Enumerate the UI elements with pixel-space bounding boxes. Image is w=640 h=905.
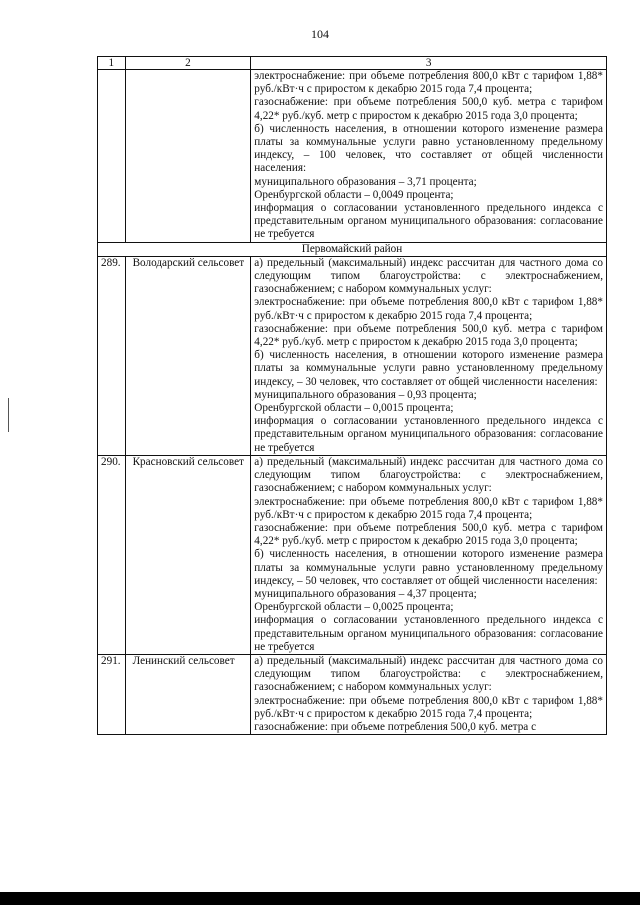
table-row (98, 455, 607, 654)
description-paragraph: Оренбургской области – 0,0015 процента; (254, 402, 454, 415)
municipality-name (125, 70, 251, 243)
description-paragraph: газоснабжение: при объеме потребления 500,0 куб. метра с тарифом 4,22* руб./куб. метр с приростом к декабрю 2015 года 3,0 процента; (254, 322, 603, 349)
description-paragraph: б) численность населения, в отношении которого изменение размера платы за коммунальные услуги равно установленному предельному индексу, – 30 человек, что составляет от общей численности населения: (254, 349, 603, 388)
description-paragraph: муниципального образования – 0,93 процента; (254, 388, 477, 401)
description-paragraph: электроснабжение: при объеме потребления 800,0 кВт с тарифом 1,88* руб./кВт·ч с приростом к декабрю 2015 года 7,4 процента; (254, 694, 603, 720)
description-paragraph: а) предельный (максимальный) индекс рассчитан для частного дома со следующим типом благоустройства: с электроснабжением, газоснабжением; с набором коммунальных услуг: (254, 654, 603, 694)
description-paragraph: электроснабжение: при объеме потребления 800,0 кВт с тарифом 1,88* руб./кВт·ч с приростом к декабрю 2015 года 7,4 процента; (254, 495, 603, 521)
index-description (251, 256, 607, 455)
description-paragraph: информация о согласовании установленного предельного индекса с представительным органом муниципального образования: согласование не требуется (254, 415, 603, 454)
tariff-index-table (97, 56, 607, 735)
description-paragraph: б) численность населения, в отношении которого изменение размера платы за коммунальные услуги равно установленному предельному индексу, – 50 человек, что составляет от общей численности населения: (254, 548, 603, 587)
description-paragraph: газоснабжение: при объеме потребления 500,0 куб. метра с (254, 720, 537, 733)
description-paragraph: а) предельный (максимальный) индекс рассчитан для частного дома со следующим типом благоустройства: с электроснабжением, газоснабжением; с набором коммунальных услуг: (254, 455, 603, 495)
page-number: 104 (311, 27, 329, 41)
district-row (98, 242, 607, 256)
description-paragraph: электроснабжение: при объеме потребления 800,0 кВт с тарифом 1,88* руб./кВт·ч с приростом к декабрю 2015 года 7,4 процента; (254, 70, 603, 96)
description-paragraph: информация о согласовании установленного предельного индекса с представительным органом муниципального образования: согласование не требуется (254, 614, 603, 653)
description-paragraph: газоснабжение: при объеме потребления 500,0 куб. метра с тарифом 4,22* руб./куб. метр с приростом к декабрю 2015 года 3,0 процента; (254, 521, 603, 548)
table-row (98, 256, 607, 455)
row-number: 289. (98, 256, 126, 455)
description-paragraph: Оренбургской области – 0,0025 процента; (254, 601, 454, 614)
header-col-3: 3 (251, 57, 607, 70)
header-col-2: 2 (125, 57, 251, 70)
margin-mark (8, 398, 9, 432)
table-row-continuation (98, 70, 607, 243)
description-paragraph: информация о согласовании установленного предельного индекса с представительным органом муниципального образования: согласование не требуется (254, 202, 603, 241)
description-paragraph: муниципального образования – 3,71 процента; (254, 175, 477, 188)
description-paragraph: б) численность населения, в отношении которого изменение размера платы за коммунальные услуги равно установленному предельному индексу, – 100 человек, что составляет от общей численности населения: (254, 122, 603, 175)
description-paragraph: а) предельный (максимальный) индекс рассчитан для частного дома со следующим типом благоустройства: с электроснабжением, газоснабжением; с набором коммунальных услуг: (254, 256, 603, 296)
municipality-name: Красновский сельсовет (125, 455, 251, 654)
row-number: 290. (98, 455, 126, 654)
index-description (251, 455, 607, 654)
index-description (251, 70, 607, 243)
header-col-1: 1 (98, 57, 126, 70)
description-paragraph: электроснабжение: при объеме потребления 800,0 кВт с тарифом 1,88* руб./кВт·ч с приростом к декабрю 2015 года 7,4 процента; (254, 296, 603, 322)
index-description (251, 654, 607, 734)
description-paragraph: Оренбургской области – 0,0049 процента; (254, 188, 454, 201)
table-header-row (98, 57, 607, 70)
description-paragraph: муниципального образования – 4,37 процента; (254, 587, 477, 600)
row-number (98, 70, 126, 243)
municipality-name: Ленинский сельсовет (125, 654, 251, 734)
table-row (98, 654, 607, 734)
description-paragraph: газоснабжение: при объеме потребления 500,0 куб. метра с тарифом 4,22* руб./куб. метр с приростом к декабрю 2015 года 3,0 процента; (254, 96, 603, 122)
district-title: Первомайский район (98, 242, 607, 256)
row-number: 291. (98, 654, 126, 734)
municipality-name: Володарский сельсовет (125, 256, 251, 455)
scan-bottom-border (0, 892, 640, 905)
